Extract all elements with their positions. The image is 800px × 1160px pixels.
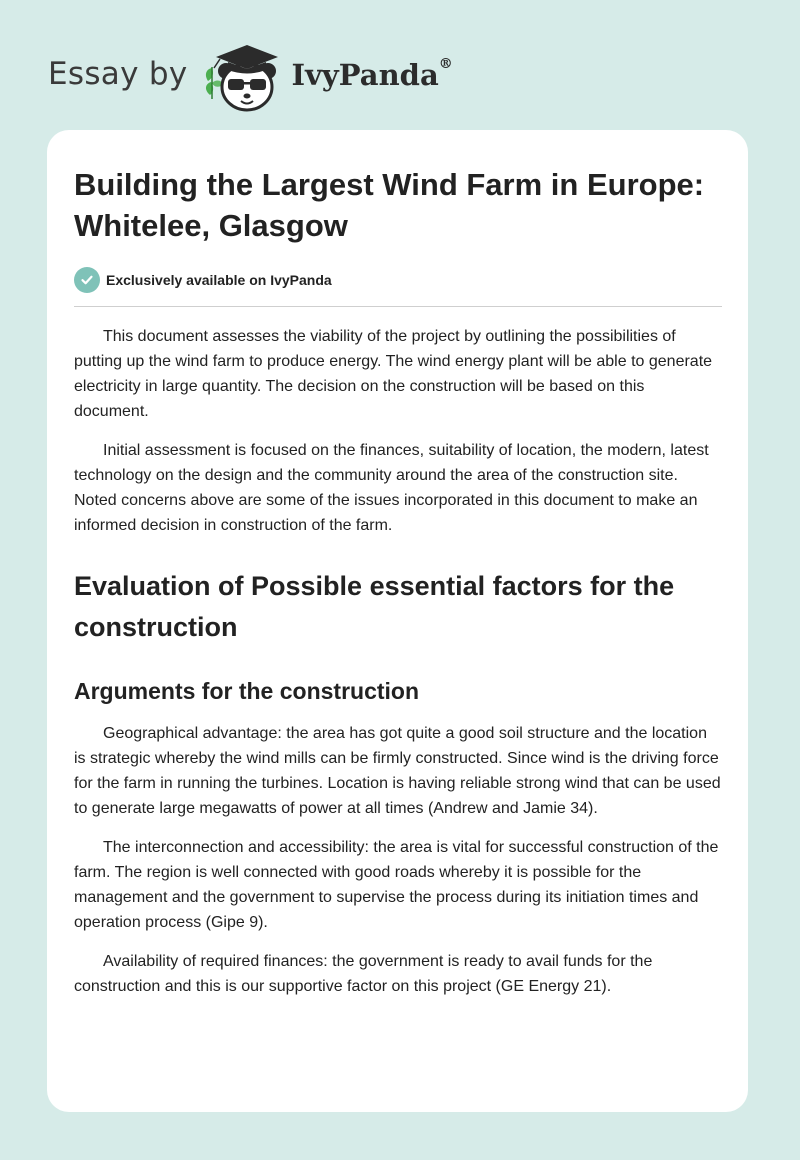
paragraph: Initial assessment is focused on the finances, suitability of location, the modern, latest technology on the design and the community around the area of the construction site. Noted concerns above are some of the issues incorporated in this document to make an informed decision in construction of the farm. <box>74 442 709 534</box>
page-title: Building the Largest Wind Farm in Europe: Whitelee, Glasgow <box>74 167 705 243</box>
paragraph: The interconnection and accessibility: the area is vital for successful construction of the farm. The region is well connected with good roads whereby it is possible for the management and the government to supervise the process during its initiation times and operation process (Gipe 9). <box>74 839 719 931</box>
essay-by-label: Essay by <box>48 56 188 92</box>
paragraph: Availability of required finances: the government is ready to avail funds for the construction and this is our supportive factor on this project (GE Energy 21). <box>74 953 653 995</box>
divider <box>74 306 722 307</box>
panda-logo-icon <box>202 39 288 113</box>
paragraph: This document assesses the viability of the project by outlining the possibilities of putting up the wind farm to produce energy. The wind energy plant will be able to generate electricity in large quantity. The decision on the construction will be based on this document. <box>74 328 713 420</box>
registered-mark: ® <box>438 56 453 72</box>
brand-name: IvyPanda® <box>291 56 453 92</box>
essay-card <box>47 130 748 1112</box>
exclusive-badge <box>74 266 722 294</box>
check-circle-icon <box>74 267 100 293</box>
brand-header <box>48 36 453 116</box>
subsection-heading: Arguments for the construction <box>74 678 420 704</box>
paragraph: Geographical advantage: the area has got quite a good soil structure and the location is strategic whereby the wind mills can be firmly constructed. Since wind is the driving force for the farm in running the turbines. Location is having reliable strong wind that can be used to generate large megawatts of power at all times (Andrew and Jamie 34). <box>74 725 721 817</box>
section-heading: Evaluation of Possible essential factors for the construction <box>74 571 675 642</box>
exclusive-label: Exclusively available on IvyPanda <box>106 272 332 288</box>
